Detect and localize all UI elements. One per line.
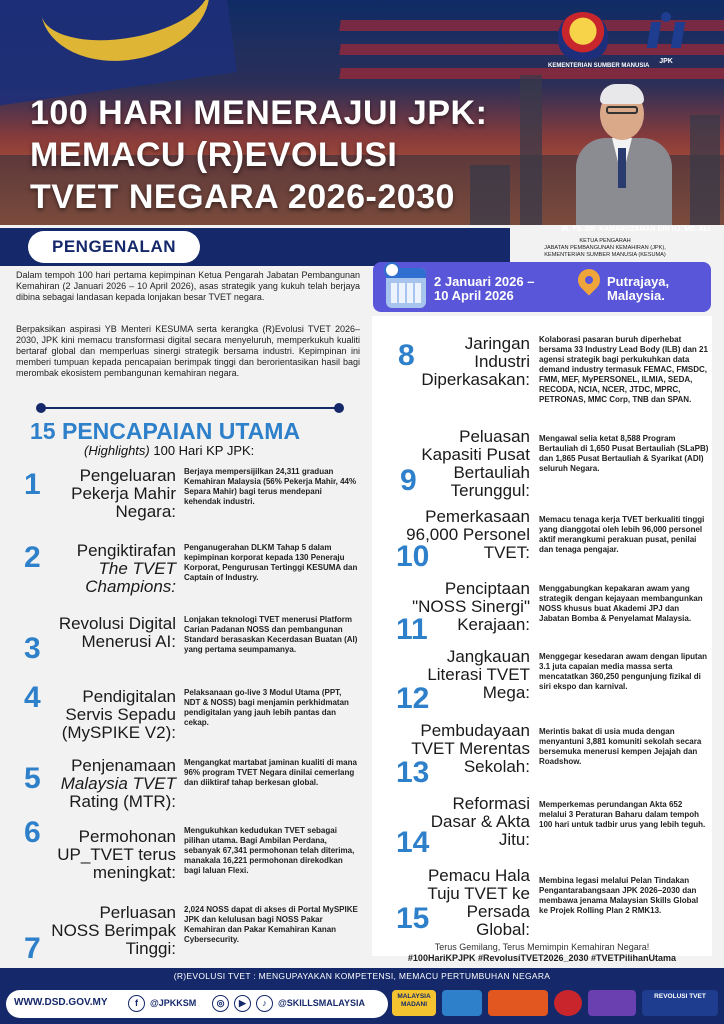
- divider-dot: [334, 403, 344, 413]
- title-line: Tinggi:: [125, 939, 176, 958]
- title-line: Servis Sepadu: [65, 705, 176, 724]
- title-line: Industri: [474, 352, 530, 371]
- item-description: Membina legasi melalui Pelan Tindakan Pengantarabangsaan JPK 2026–2030 dan membawa jenama Malaysian Skills Global ke Projek Rolling Plan 2 RMK13.: [539, 876, 699, 915]
- social-handle[interactable]: @JPKKSM: [150, 998, 197, 1008]
- director-role: [510, 238, 700, 259]
- tiktok-icon[interactable]: ♪: [256, 995, 273, 1012]
- website-link[interactable]: WWW.DSD.GOV.MY: [14, 997, 108, 1008]
- title-line: TVET:: [483, 543, 530, 562]
- title-line: 100 HARI MENERAJUI JPK:: [30, 94, 488, 132]
- item-title: [40, 688, 176, 742]
- title-line: Kerajaan:: [457, 615, 530, 634]
- title-line: Menerusi AI:: [81, 632, 176, 651]
- item-description: Mengawal selia ketat 8,588 Program Bertauliah di 1,650 Pusat Bertauliah (SLaPB) dan 1,865 Pusat Bertauliah & Syarikat (ADI) seluruh Negara.: [539, 434, 709, 473]
- item-description: Mengangkat martabat jaminan kualiti di mana 96% program TVET Negara dinilai cemerlang dan diiktiraf tahap berkesan global.: [184, 758, 357, 787]
- item-description: Mengukuhkan kedudukan TVET sebagai pilihan utama. Bagi Ambilan Perdana, sebanyak 67,341 permohonan telah diterima, manakala 16,221 permohonan direkodkan bagi laluan Flexi.: [184, 826, 355, 875]
- clock-icon: [384, 262, 400, 278]
- title-line: UP_TVET terus: [57, 845, 176, 864]
- place-line: Malaysia.: [607, 288, 665, 303]
- title-line: Literasi TVET: [427, 665, 530, 684]
- title-line: NOSS Berimpak: [51, 921, 176, 940]
- achievements-subtitle: [84, 443, 254, 458]
- item-number: 9: [400, 464, 417, 497]
- item-description: Penganugerahan DLKM Tahap 5 dalam kepimpinan korporat kepada 130 Peneraju Korporat, Pengurusan Tertinggi KESUMA dan Captain of Industry.: [184, 543, 358, 582]
- title-line: Malaysia TVET: [60, 774, 176, 793]
- title-line: Pendigitalan: [82, 687, 176, 706]
- kesuma-logo: [548, 12, 650, 69]
- item-title: [40, 828, 176, 882]
- event-dates: [434, 275, 534, 303]
- title-line: Pengiktirafan: [76, 541, 176, 560]
- title-line: TVET NEGARA 2026-2030: [30, 178, 455, 216]
- title-line: Pembudayaan: [420, 721, 530, 740]
- item-title: [386, 580, 530, 634]
- item-number: 4: [24, 681, 41, 714]
- date-line: 10 April 2026: [434, 288, 514, 303]
- title-line: meningkat:: [92, 863, 176, 882]
- item-number: 12: [396, 682, 430, 715]
- title-line: TVET Merentas: [411, 739, 530, 758]
- jpk-mark-icon: [643, 12, 689, 58]
- item-number: 1: [24, 468, 41, 501]
- item-number: 2: [24, 541, 41, 574]
- title-line: Reformasi: [452, 794, 530, 813]
- tower: [690, 115, 720, 225]
- item-title: [40, 542, 176, 596]
- role-line: JABATAN PEMBANGUNAN KEMAHIRAN (JPK),: [544, 245, 666, 251]
- jpk-logo: [636, 12, 696, 65]
- item-number: 6: [24, 816, 41, 849]
- agency-name: JPK: [659, 58, 673, 65]
- item-number: 3: [24, 632, 41, 665]
- title-line: 96,000 Personel: [406, 525, 530, 544]
- item-description: Kolaborasi pasaran buruh diperhebat bersama 33 Industry Lead Body (ILB) dan 21 agensi strategik bagi perkukuhkan data demand industry termasuk FEMAC, FMSDC, FMM, MEF, MyPERSONEL, ILMIA, SEDA, RECODA, NCIA, NCER, JTDC, MPRC, PETRONAS, MMC Corp, TNB dan SPAN.: [539, 335, 708, 404]
- item-title: [30, 904, 176, 958]
- item-title: [386, 722, 530, 776]
- item-title: [394, 428, 530, 500]
- place-line: Putrajaya,: [607, 274, 670, 289]
- title-line: Perluasan: [99, 903, 176, 922]
- intro-paragraph: Dalam tempoh 100 hari pertama kepimpinan Ketua Pengarah Jabatan Pembangunan Kemahiran (2 Januari 2026 – 10 April 2026), asas strategik yang kukuh telah berjaya dibina sebagai landasan kepada lonjakan besar TVET negara.: [16, 270, 360, 302]
- title-line: Revolusi Digital: [58, 614, 176, 633]
- item-title: [386, 508, 530, 562]
- title-line: Jitu:: [498, 830, 530, 849]
- tagline: Terus Gemilang, Terus Memimpin Kemahiran Negara!: [434, 942, 650, 952]
- item-title: [36, 757, 176, 811]
- title-line: Penjenamaan: [71, 756, 176, 775]
- title-line: Pemacu Hala: [427, 866, 530, 885]
- title-line: "NOSS Sinergi": [412, 597, 530, 616]
- sponsor-logo: [488, 990, 548, 1016]
- ministry-name: KEMENTERIAN SUMBER MANUSIA: [548, 63, 650, 69]
- intro-heading: PENGENALAN: [28, 231, 200, 263]
- title-line: Jangkauan: [446, 647, 530, 666]
- divider: [40, 407, 340, 409]
- malaysia-madani-logo: MALAYSIA MADANI: [392, 990, 436, 1016]
- title-line: The TVET: [98, 559, 176, 578]
- subtitle-highlights: (Highlights): [84, 443, 150, 458]
- title-line: Kapasiti Pusat: [421, 445, 530, 464]
- role-line: KEMENTERIAN SUMBER MANUSIA (KESUMA): [544, 252, 666, 258]
- item-description: Lonjakan teknologi TVET menerusi Platform Carian Padanan NOSS dan pembangunan Standard berasaskan Kecerdasan Buatan (AI) yang pertama seumpamanya.: [184, 615, 358, 654]
- youtube-icon[interactable]: ▶: [234, 995, 251, 1012]
- achievements-title: 15 PENCAPAIAN UTAMA: [30, 418, 301, 444]
- title-line: Rating (MTR):: [69, 792, 176, 811]
- item-number: 13: [396, 756, 430, 789]
- item-description: Merintis bakat di usia muda dengan menyantuni 3,881 komuniti sekolah secara bersemuka menerusi kempen Jejajah dan Roadshow.: [539, 727, 702, 766]
- page-title: [30, 92, 487, 218]
- sponsor-logo: [588, 990, 636, 1016]
- item-title: [386, 867, 530, 939]
- item-title: [20, 615, 176, 651]
- title-line: Mega:: [482, 683, 530, 702]
- item-number: 5: [24, 762, 41, 795]
- item-title: [40, 467, 176, 521]
- item-title: [386, 648, 530, 702]
- date-line: 2 Januari 2026 –: [434, 274, 535, 289]
- hashtags: #100HariKPJPK #RevolusiTVET2026_2030 #TVETPilihanUtama: [407, 953, 677, 963]
- item-description: Berjaya mempersijilkan 24,311 graduan Kemahiran Malaysia (56% Pekerja Mahir, 44% Separa Mahir) bagi terus mendepani kehendak industri.: [184, 467, 357, 506]
- title-line: (MySPIKE V2):: [61, 723, 176, 742]
- header-banner: [0, 0, 724, 225]
- revolusi-tvet-logo: REVOLUSI TVET: [642, 990, 718, 1016]
- slogan-bar: (R)EVOLUSI TVET : MENGUPAYAKAN KOMPETENSI, MEMACU PERTUMBUHAN NEGARA: [0, 968, 724, 984]
- title-line: Sekolah:: [463, 757, 530, 776]
- title-line: Pemerkasaan: [425, 507, 530, 526]
- item-number: 11: [396, 613, 428, 646]
- item-description: Memacu tenaga kerja TVET berkualiti tinggi yang dianggotai oleh lebih 96,000 personel aktif merangkumi perakuan pusat, penilai dan tenaga pengajar.: [539, 515, 705, 554]
- tower: [520, 75, 542, 225]
- item-number: 15: [396, 902, 430, 935]
- sponsor-logo: [554, 990, 582, 1016]
- title-line: Tuju TVET ke: [427, 884, 530, 903]
- title-line: Persada: [466, 902, 530, 921]
- director-portrait: [570, 80, 680, 225]
- title-line: Jaringan: [464, 334, 530, 353]
- sponsor-logo: [442, 990, 482, 1016]
- subtitle-rest: 100 Hari KP JPK:: [149, 443, 255, 458]
- item-description: Memperkemas perundangan Akta 652 melalui 3 Peraturan Baharu dalam tempoh 100 hari untuk tadbir urus yang lebih teguh.: [539, 800, 706, 829]
- title-line: MEMACU (R)EVOLUSI: [30, 136, 398, 174]
- item-title: [394, 335, 530, 389]
- coat-of-arms-icon: [558, 12, 608, 60]
- title-line: Permohonan: [78, 827, 176, 846]
- item-title: [386, 795, 530, 849]
- item-description: Menggegar kesedaran awam dengan liputan 3.1 juta capaian media massa serta mencatatkan 360,250 pengunjung fizikal di siri ekspo dan karnival.: [539, 652, 708, 691]
- intro-paragraph: Berpaksikan aspirasi YB Menteri KESUMA serta kerangka (R)Evolusi TVET 2026–2030, JPK kini memacu transformasi digital secara menyeluruh, memperkukuh kualiti bertaraf global dan memperluas sinergi strategik bersama industri. Kepimpinan ini memberi tumpuan kepada pencapaian berimpak tinggi dan berorientasikan hasil bagi merombak ekosistem pembangunan kemahiran negara.: [16, 324, 360, 378]
- title-line: Bertauliah: [453, 463, 530, 482]
- item-number: 7: [24, 932, 41, 965]
- item-number: 10: [396, 540, 430, 573]
- title-line: Peluasan: [459, 427, 530, 446]
- item-description: 2,024 NOSS dapat di akses di Portal MySPIKE JPK dan kelulusan bagi NOSS Pakar Kemahiran dan Pakar Kemahiran Kanan Cybersecurity.: [184, 905, 358, 944]
- location-pin-icon: [578, 269, 600, 297]
- item-description: Menggabungkan kepakaran awam yang strategik dengan kejayaan membangunkan NOSS khusus buat Akademi JPJ dan Jabatan Bomba & Penyelamat Malaysia.: [539, 584, 703, 623]
- title-line: Penciptaan: [444, 579, 530, 598]
- director-name: IR. TS. DR. KAMARUZAMAN BIN HJ. MD. ALI: [561, 226, 710, 233]
- title-line: Global:: [476, 920, 530, 939]
- title-line: Dasar & Akta: [430, 812, 530, 831]
- item-number: 14: [396, 826, 430, 859]
- facebook-icon[interactable]: f: [128, 995, 145, 1012]
- divider-dot: [36, 403, 46, 413]
- title-line: Pekerja Mahir: [71, 484, 176, 503]
- title-line: Diperkasakan:: [421, 370, 530, 389]
- role-line: KETUA PENGARAH: [579, 238, 631, 244]
- title-line: Pengeluaran: [79, 466, 176, 485]
- social-handle[interactable]: @SKILLSMALAYSIA: [278, 998, 365, 1008]
- item-number: 8: [398, 339, 415, 372]
- item-description: Pelaksanaan go-live 3 Modul Utama (PPT, NDT & NOSS) bagi menjamin perkhidmatan pendigitalan yang jauh lebih pantas dan cekap.: [184, 688, 349, 727]
- event-place: [607, 275, 669, 303]
- title-line: Champions:: [85, 577, 176, 596]
- instagram-icon[interactable]: ◎: [212, 995, 229, 1012]
- title-line: Negara:: [115, 502, 176, 521]
- title-line: Terunggul:: [450, 481, 530, 500]
